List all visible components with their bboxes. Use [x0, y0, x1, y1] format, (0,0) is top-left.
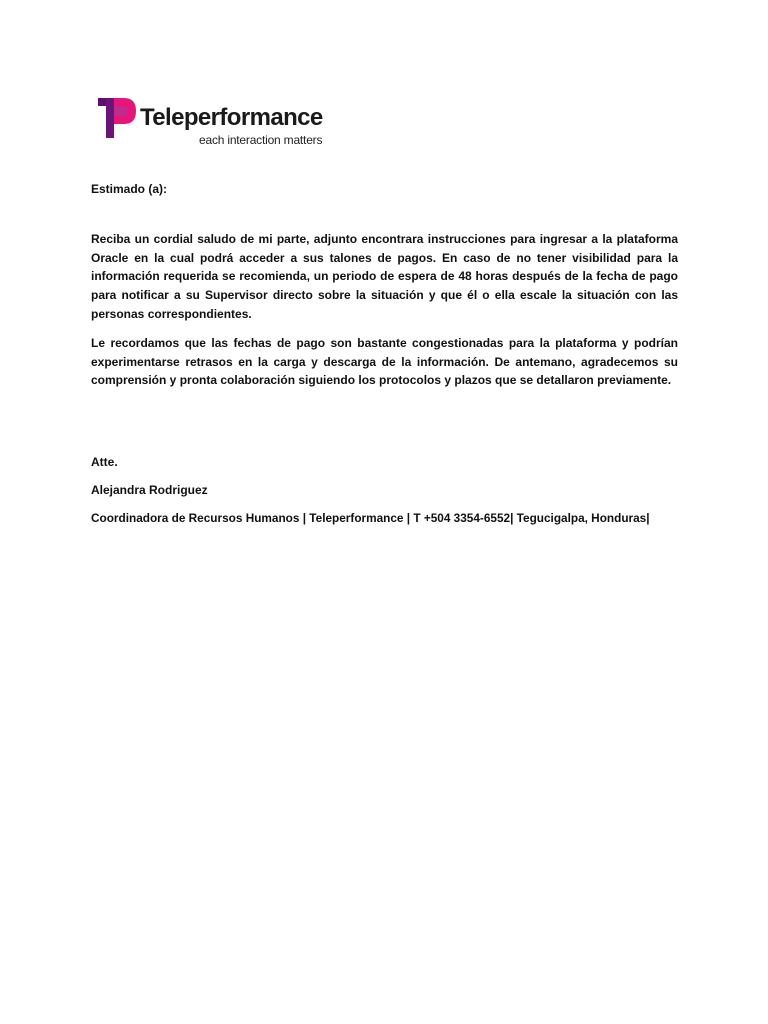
teleperformance-mark-icon: [98, 96, 138, 140]
closing: Atte.: [91, 455, 118, 470]
logo-wordmark: Teleperformance: [140, 104, 323, 131]
logo-tagline: each interaction matters: [199, 133, 323, 147]
greeting: Estimado (a):: [91, 182, 168, 196]
paragraph-reminder: Le recordamos que las fechas de pago son bastante congestionadas para la plataforma y podrían experimentarse retrasos en la carga y descarga de la información. De antemano, agradecemos su comprensión y pronta colaboración siguiendo los protocolos y plazos que se detallaron previamente.: [91, 335, 678, 388]
letter-body: [91, 180, 678, 528]
paragraph-instructions: Reciba un cordial saludo de mi parte, adjunto encontrara instrucciones para ingresar a la plataforma Oracle en la cual podrá acceder a sus talones de pagos. En caso de no tener visibilidad para la información requerida se recomienda, un periodo de espera de 48 horas después de la fecha de pago para notificar a su Supervisor directo sobre la situación y que él o ella escale la situación con las personas correspondientes.: [91, 231, 678, 321]
signer-name: Alejandra Rodriguez: [91, 482, 208, 497]
signer-details: Coordinadora de Recursos Humanos | Teleperformance | T +504 3354-6552| Tegucigalpa, Honduras|: [91, 510, 650, 525]
company-logo: [98, 96, 338, 152]
